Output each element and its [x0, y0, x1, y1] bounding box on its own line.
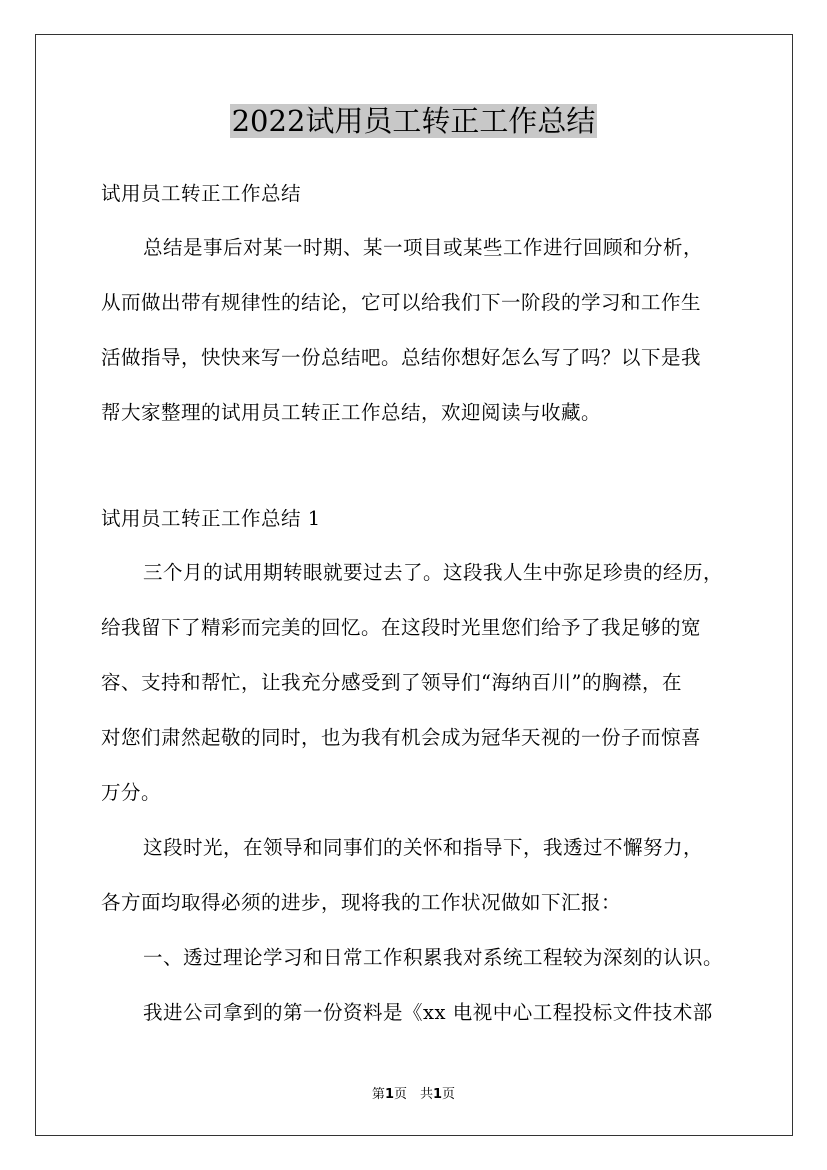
text-line: 三个月的试用期转眼就要过去了。这段我人生中弥足珍贵的经历，	[143, 561, 724, 584]
footer-prefix: 第	[371, 1087, 385, 1102]
text-line: 从而做出带有规律性的结论，它可以给我们下一阶段的学习和工作生	[101, 291, 702, 314]
section-heading-1: 试用员工转正工作总结	[101, 182, 302, 205]
document-title	[0, 98, 827, 144]
paragraph-4	[101, 985, 741, 1040]
paragraph-1	[101, 545, 741, 820]
paragraph-3	[101, 930, 741, 985]
text-line: 给我留下了精彩而完美的回忆。在这段时光里您们给予了我足够的宽	[101, 616, 702, 639]
text-line: 这段时光，在领导和同事们的关怀和指导下，我透过不懈努力，	[143, 836, 704, 859]
text-line: 总结是事后对某一时期、某一项目或某些工作进行回顾和分析，	[143, 236, 704, 259]
paragraph-2	[101, 820, 741, 930]
text-line: 帮大家整理的试用员工转正工作总结，欢迎阅读与收藏。	[101, 401, 602, 424]
text-line: 我进公司拿到的第一份资料是《xx 电视中心工程投标文件技术部	[143, 1001, 713, 1024]
text-line: 对您们肃然起敬的同时，也为我有机会成为冠华天视的一份子而惊喜	[101, 726, 702, 749]
text-line: 万分。	[101, 781, 162, 804]
intro-paragraph	[101, 220, 741, 440]
footer-page-number: 1	[384, 1087, 394, 1102]
document-title-text: 2022试用员工转正工作总结	[231, 104, 596, 138]
text-line: 一、透过理论学习和日常工作积累我对系统工程较为深刻的认识。	[143, 946, 724, 969]
footer-mid: 页 共	[393, 1087, 433, 1102]
footer-page-total: 1	[433, 1087, 443, 1102]
text-line: 各方面均取得必须的进步，现将我的工作状况做如下汇报：	[101, 891, 622, 914]
footer-suffix: 页	[442, 1087, 456, 1102]
page-footer	[0, 1083, 827, 1102]
text-line: 容、支持和帮忙，让我充分感受到了领导们“海纳百川”的胸襟，在	[101, 671, 682, 694]
text-line: 活做指导，快快来写一份总结吧。总结你想好怎么写了吗？以下是我	[101, 346, 702, 369]
section-heading-2: 试用员工转正工作总结 1	[101, 507, 321, 530]
